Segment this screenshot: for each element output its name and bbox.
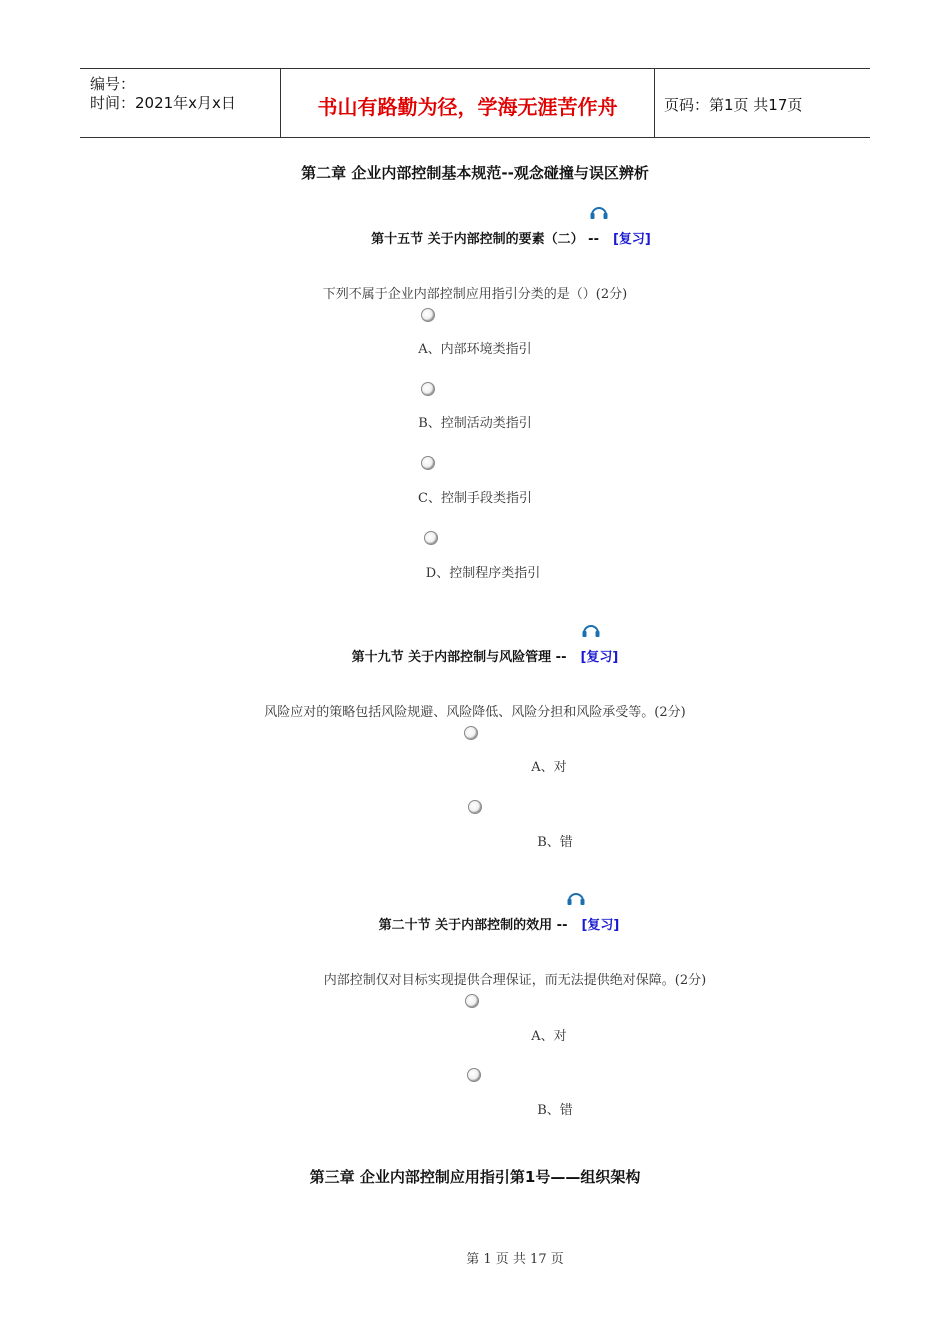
review-link[interactable]: [复习] <box>612 232 651 247</box>
number-label: 编号： <box>90 75 136 93</box>
section-20-heading <box>0 914 950 933</box>
header-center-cell <box>280 69 655 137</box>
question-1-text: 下列不属于企业内部控制应用指引分类的是（）(2分) <box>322 287 628 302</box>
time-label: 时间：2021年x月x日 <box>90 94 236 112</box>
option-a-label: A、内部环境类指引 <box>418 342 532 357</box>
option-b-label: B、控制活动类指引 <box>418 416 532 431</box>
page-footer: 第 1 页 共 17 页 <box>466 1252 564 1267</box>
headphones-icon[interactable] <box>589 204 609 220</box>
option-b-label: B、错 <box>537 835 573 850</box>
radio-option-b[interactable] <box>421 382 435 396</box>
option-a-label: A、对 <box>531 760 567 775</box>
radio-option-a[interactable] <box>421 308 435 322</box>
section-title: 第十五节 关于内部控制的要素（二） -- <box>371 232 599 247</box>
radio-option-c[interactable] <box>421 456 435 470</box>
radio-option-a[interactable] <box>465 994 479 1008</box>
option-d-label: D、控制程序类指引 <box>425 566 541 581</box>
section-title: 第二十节 关于内部控制的效用 -- <box>378 918 568 933</box>
review-link[interactable]: [复习] <box>581 918 620 933</box>
chapter-2-title: 第二章 企业内部控制基本规范--观念碰撞与误区辨析 <box>301 164 649 182</box>
document-header <box>80 68 870 138</box>
section-19-heading <box>0 646 950 665</box>
section-15-heading <box>0 228 950 247</box>
question-2-text: 风险应对的策略包括风险规避、风险降低、风险分担和风险承受等。(2分) <box>264 705 686 720</box>
radio-option-a[interactable] <box>464 726 478 740</box>
option-a-label: A、对 <box>531 1029 567 1044</box>
header-right-cell <box>654 69 870 137</box>
motto: 书山有路勤为径，学海无涯苦作舟 <box>317 95 618 119</box>
chapter-3-title: 第三章 企业内部控制应用指引第1号——组织架构 <box>309 1168 641 1186</box>
radio-option-b[interactable] <box>467 1068 481 1082</box>
option-b-label: B、错 <box>537 1103 573 1118</box>
option-c-label: C、控制手段类指引 <box>418 491 532 506</box>
page-info: 页码：第1页 共17页 <box>664 96 803 114</box>
section-title: 第十九节 关于内部控制与风险管理 -- <box>351 650 567 665</box>
review-link[interactable]: [复习] <box>580 650 619 665</box>
headphones-icon[interactable] <box>581 622 601 638</box>
radio-option-d[interactable] <box>424 531 438 545</box>
header-left-cell <box>80 69 280 137</box>
radio-option-b[interactable] <box>468 800 482 814</box>
question-3-text: 内部控制仅对目标实现提供合理保证，而无法提供绝对保障。(2分) <box>323 973 707 988</box>
headphones-icon[interactable] <box>566 890 586 906</box>
